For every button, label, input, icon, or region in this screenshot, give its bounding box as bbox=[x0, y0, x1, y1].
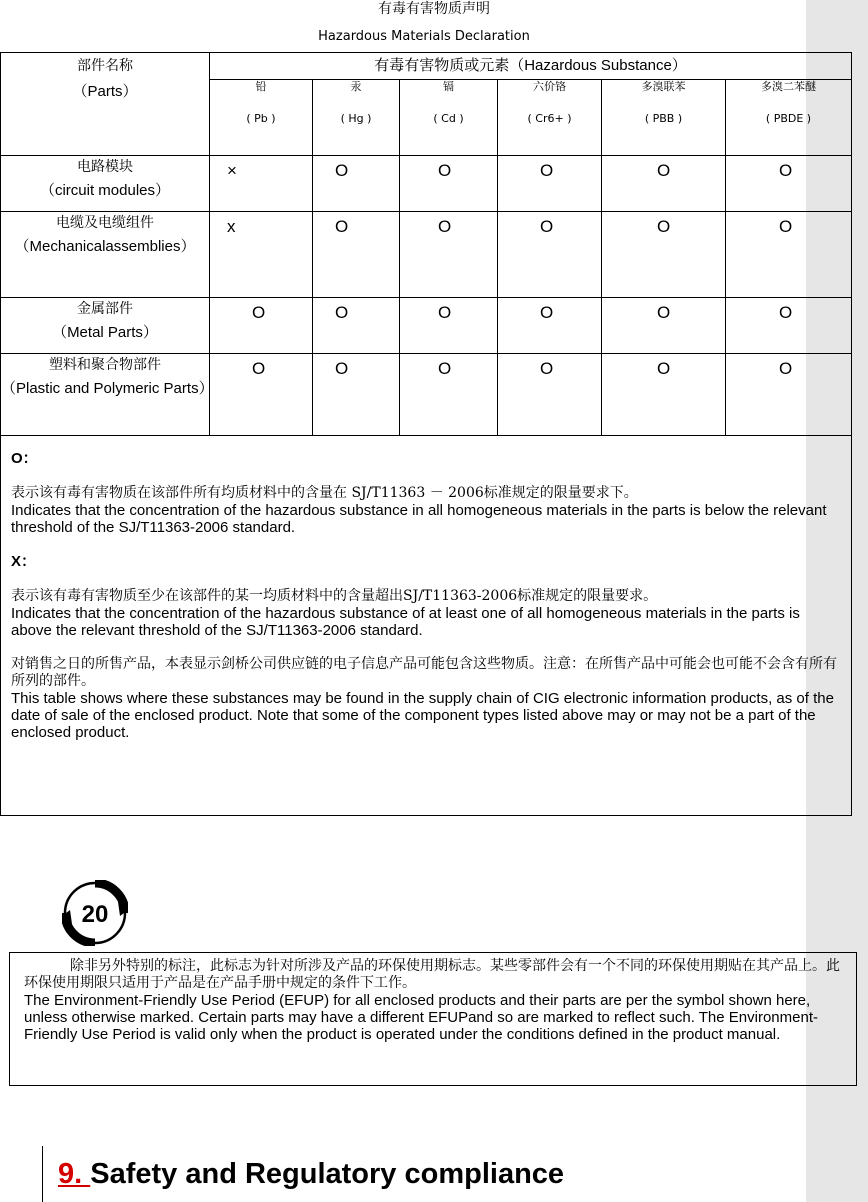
efup-statement bbox=[9, 952, 857, 1086]
mark-cell bbox=[602, 212, 726, 298]
mark-cell bbox=[313, 156, 400, 212]
substance-name: 铅 bbox=[255, 80, 267, 93]
mark-cell bbox=[498, 298, 602, 354]
table-notes bbox=[1, 436, 852, 816]
substance-col-cr6 bbox=[498, 80, 602, 156]
substance-name: 汞 bbox=[350, 80, 362, 93]
mark-cell bbox=[210, 212, 313, 298]
mark: O bbox=[779, 217, 793, 236]
row-name-en: （Metal Parts） bbox=[52, 324, 158, 341]
mark-cell bbox=[400, 156, 498, 212]
mark: O bbox=[657, 359, 671, 378]
sale-note-en: This table shows where these substances may be found in the supply chain of CIG electronic information products, as of the date of sale of the enclosed product. Note that some of the component types listed above may or may not be a part of the enclosed product. bbox=[11, 690, 834, 741]
mark-cell bbox=[498, 156, 602, 212]
substance-symbol: ( PBB ) bbox=[644, 112, 683, 125]
mark: O bbox=[252, 359, 266, 378]
o-label: O： bbox=[11, 450, 38, 467]
o-description-cn: 表示该有毒有害物质在该部件所有均质材料中的含量在 SJ/T11363 － 2006标准规定的限量要求下。 bbox=[11, 485, 638, 501]
parts-header bbox=[1, 53, 210, 156]
mark: O bbox=[540, 217, 554, 236]
row-name-en: （Mechanicalassemblies） bbox=[14, 238, 196, 255]
substance-name: 多溴二苯醚 bbox=[761, 80, 816, 93]
mark-cell bbox=[313, 212, 400, 298]
mark: O bbox=[657, 161, 671, 180]
mark: O bbox=[438, 359, 452, 378]
row-name-cn: 塑料和聚合物部件 bbox=[49, 357, 161, 373]
row-name bbox=[1, 298, 210, 354]
mark: O bbox=[540, 303, 554, 322]
mark-cell bbox=[602, 298, 726, 354]
mark: O bbox=[335, 359, 349, 378]
x-description-en: Indicates that the concentration of the hazardous substance of at least one of all homogeneous materials in the parts is above the relevant threshold of the SJ/T11363-2006 standard. bbox=[11, 605, 800, 639]
mark-cell bbox=[210, 298, 313, 354]
table-row bbox=[1, 212, 852, 298]
mark-cell bbox=[726, 212, 852, 298]
substance-symbol: ( Pb ) bbox=[246, 112, 276, 125]
substance-header: 有毒有害物质或元素（Hazardous Substance） bbox=[210, 53, 852, 80]
mark: O bbox=[252, 303, 266, 322]
hazardous-substance-table bbox=[0, 52, 852, 816]
substance-col-pbde bbox=[726, 80, 852, 156]
efup-20-logo-icon bbox=[62, 880, 128, 946]
row-name-en: （circuit modules） bbox=[39, 182, 171, 199]
row-name-cn: 电路模块 bbox=[77, 159, 133, 175]
row-name bbox=[1, 354, 214, 436]
substance-symbol: ( Hg ) bbox=[340, 112, 372, 125]
mark-cell bbox=[602, 156, 726, 212]
substance-name: 镉 bbox=[443, 80, 454, 93]
mark-cell bbox=[210, 354, 313, 436]
substance-col-pb bbox=[210, 80, 313, 156]
row-name-en: （Plastic and Polymeric Parts） bbox=[1, 380, 214, 397]
parts-header-cn: 部件名称 bbox=[77, 58, 133, 74]
mark: O bbox=[438, 303, 452, 322]
section-heading bbox=[58, 1156, 564, 1192]
mark: x bbox=[227, 217, 236, 236]
sale-note-cn: 对销售之日的所售产品，本表显示剑桥公司供应链的电子信息产品可能包含这些物质。注意：在所售产品中可能会也可能不会含有所有所列的部件。 bbox=[11, 656, 837, 689]
declaration-title-en: Hazardous Materials Declaration bbox=[318, 29, 530, 44]
mark: O bbox=[438, 217, 452, 236]
mark: O bbox=[657, 217, 671, 236]
mark: O bbox=[540, 359, 554, 378]
mark-cell bbox=[400, 354, 498, 436]
mark: O bbox=[779, 161, 793, 180]
divider-line bbox=[42, 1146, 43, 1202]
x-description-cn: 表示该有毒有害物质至少在该部件的某一均质材料中的含量超出SJ/T11363-2006标准规定的限量要求。 bbox=[11, 588, 658, 604]
mark: O bbox=[335, 217, 349, 236]
substance-name: 多溴联苯 bbox=[641, 80, 686, 93]
mark-cell bbox=[313, 354, 400, 436]
substance-name: 六价铬 bbox=[533, 80, 566, 93]
mark: O bbox=[438, 161, 452, 180]
row-name-cn: 金属部件 bbox=[77, 301, 133, 317]
substance-col-cd bbox=[400, 80, 498, 156]
mark-cell bbox=[400, 298, 498, 354]
mark-cell bbox=[400, 212, 498, 298]
efup-text-en: The Environment-Friendly Use Period (EFUP) for all enclosed products and their parts are per the symbol shown here, unless otherwise marked. Certain parts may have a different EFUPand so are marked to reflect such. The Environment-Friendly Use Period is valid only when the product is operated under the conditions defined in the product manual. bbox=[24, 992, 818, 1043]
substance-symbol: ( Cr6+ ) bbox=[527, 112, 572, 125]
mark: × bbox=[227, 161, 237, 180]
efup-logo-number: 20 bbox=[81, 901, 109, 928]
table-row bbox=[1, 354, 852, 436]
mark-cell bbox=[726, 298, 852, 354]
mark-cell bbox=[498, 212, 602, 298]
mark: O bbox=[779, 359, 793, 378]
table-row bbox=[1, 156, 852, 212]
mark: O bbox=[335, 161, 349, 180]
mark-cell bbox=[602, 354, 726, 436]
row-name bbox=[1, 156, 210, 212]
substance-col-hg bbox=[313, 80, 400, 156]
mark-cell bbox=[726, 354, 852, 436]
mark-cell bbox=[313, 298, 400, 354]
mark: O bbox=[657, 303, 671, 322]
mark: O bbox=[540, 161, 554, 180]
substance-symbol: ( Cd ) bbox=[433, 112, 464, 125]
efup-text-cn: 除非另外特别的标注，此标志为针对所涉及产品的环保使用期标志。某些零部件会有一个不同的环保使用期贴在其产品上。此环保使用期限只适用于产品是在产品手册中规定的条件下工作。 bbox=[24, 958, 840, 991]
mark: O bbox=[779, 303, 793, 322]
mark-cell bbox=[210, 156, 313, 212]
x-label: X： bbox=[11, 553, 37, 570]
substance-col-pbb bbox=[602, 80, 726, 156]
substance-symbol: ( PBDE ) bbox=[765, 112, 812, 125]
mark-cell bbox=[726, 156, 852, 212]
section-number: 9. bbox=[58, 1158, 91, 1190]
declaration-title-cn: 有毒有害物质声明 bbox=[378, 1, 490, 17]
table-row bbox=[1, 298, 852, 354]
mark: O bbox=[335, 303, 349, 322]
mark-cell bbox=[498, 354, 602, 436]
o-description-en: Indicates that the concentration of the hazardous substance in all homogeneous materials in the parts is below the relevant threshold of the SJ/T11363-2006 standard. bbox=[11, 502, 827, 536]
row-name bbox=[1, 212, 210, 298]
parts-header-en: （Parts） bbox=[72, 83, 138, 100]
row-name-cn: 电缆及电缆组件 bbox=[56, 215, 154, 231]
section-title: Safety and Regulatory compliance bbox=[90, 1158, 565, 1190]
